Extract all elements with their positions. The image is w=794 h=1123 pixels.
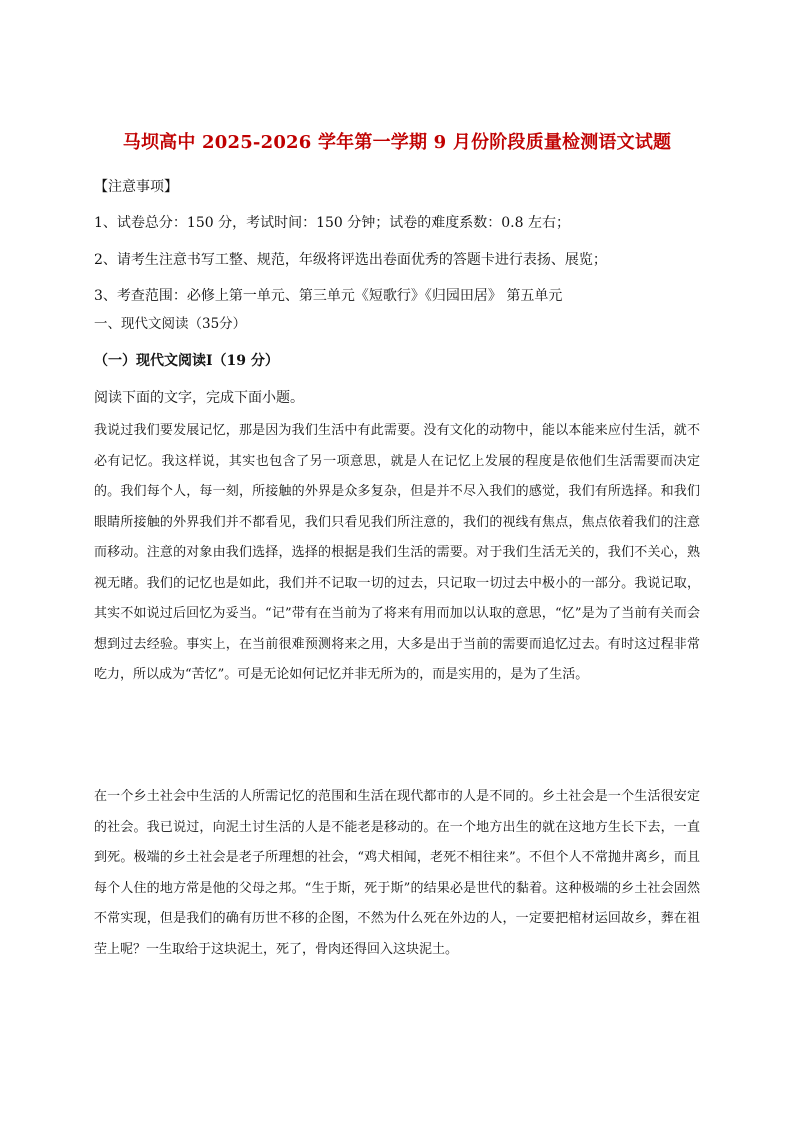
section-heading: 一、现代文阅读（35分）	[94, 316, 247, 332]
exam-title: 马坝高中 2025-2026 学年第一学期 9 月份阶段质量检测语文试题	[122, 132, 672, 153]
notice-heading: 【注意事项】	[94, 179, 178, 195]
notice-item: 3、考查范围：必修上第一单元、第三单元《短歌行》《归园田居》 第五单元	[94, 288, 563, 304]
passage-paragraph: 我说过我们要发展记忆，那是因为我们生活中有此需要。没有文化的动物中，能以本能来应付生活，就不必有记忆。我这样说，其实也包含了另一项意思，就是人在记忆上发展的程度是依他们生活需要而决定的。我们每个人，每一刻，所接触的外界是众多复杂，但是并不尽入我们的感觉，我们有所选择。和我们眼睛所接触的外界我们并不都看见，我们只看见我们所注意的，我们的视线有焦点，焦点依着我们的注意而移动。注意的对象由我们选择，选择的根据是我们生活的需要。对于我们生活无关的，我们不关心，熟视无睹。我们的记忆也是如此，我们并不记取一切的过去，只记取一切过去中极小的一部分。我说记取，其实不如说过后回忆为妥当。“记”带有在当前为了将来有用而加以认取的意思，“忆”是为了当前有关而会想到过去经验。事实上，在当前很难预测将来之用，大多是出于当前的需要而追忆过去。有时这过程非常吃力，所以成为“苦忆”。可是无论如何记忆并非无所为的，而是实用的，是为了生活。	[94, 423, 700, 682]
reading-instruction: 阅读下面的文字，完成下面小题。	[94, 390, 304, 406]
subsection-heading: （一）现代文阅读Ⅰ（19 分）	[94, 353, 279, 369]
notice-item: 2、请考生注意书写工整、规范，年级将评选出卷面优秀的答题卡进行表扬、展览；	[94, 252, 607, 268]
notice-item: 1、试卷总分：150 分，考试时间：150 分钟；试卷的难度系数：0.8 左右；	[94, 215, 570, 231]
passage-paragraph: 在一个乡土社会中生活的人所需记忆的范围和生活在现代都市的人是不同的。乡土社会是一个生活很安定的社会。我已说过，向泥土讨生活的人是不能老是移动的。在一个地方出生的就在这地方生长下去，一直到死。极端的乡土社会是老子所理想的社会，“鸡犬相闻，老死不相往来”。不但个人不常抛井离乡，而且每个人住的地方常是他的父母之邦。“生于斯，死于斯”的结果必是世代的黏着。这种极端的乡土社会固然不常实现，但是我们的确有历世不移的企图，不然为什么死在外边的人，一定要把棺材运回故乡，葬在祖茔上呢？一生取给于这块泥土，死了，骨肉还得回入这块泥土。	[94, 789, 700, 957]
